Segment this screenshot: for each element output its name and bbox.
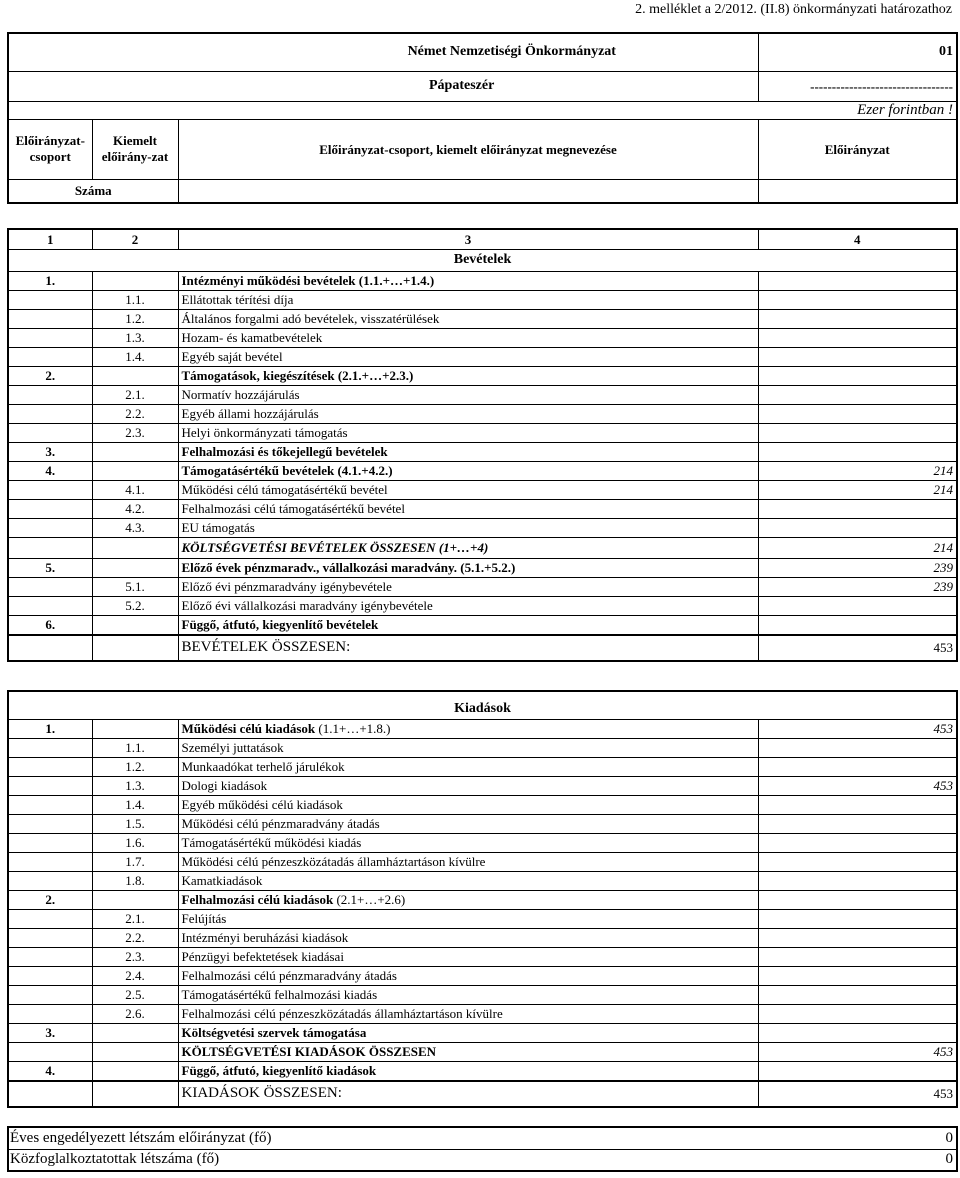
row-group-number: 2. xyxy=(8,890,92,909)
row-label xyxy=(178,852,758,871)
table-row xyxy=(8,871,957,890)
row-sub-number xyxy=(92,537,178,558)
row-value: 453 xyxy=(758,776,957,795)
row-value xyxy=(758,966,957,985)
row-label-bold: Függő, átfutó, kiegyenlítő kiadások xyxy=(181,1063,377,1078)
expense-total-label: KIADÁSOK ÖSSZESEN: xyxy=(178,1081,758,1107)
row-group-number xyxy=(8,833,92,852)
blank-cell xyxy=(92,635,178,661)
row-label: Felhalmozási és tőkejellegű bevételek xyxy=(178,442,758,461)
row-value xyxy=(758,347,957,366)
row-sub-number xyxy=(92,366,178,385)
row-label-text: (1.1+…+1.8.) xyxy=(315,721,391,736)
row-value xyxy=(758,852,957,871)
row-label xyxy=(178,890,758,909)
row-group-number xyxy=(8,518,92,537)
row-sub-number: 1.6. xyxy=(92,833,178,852)
row-value xyxy=(758,518,957,537)
staff-label: Közfoglalkoztatottak létszáma (fő) xyxy=(8,1149,758,1171)
row-value xyxy=(758,738,957,757)
row-sub-number: 2.3. xyxy=(92,423,178,442)
row-sub-number: 5.2. xyxy=(92,596,178,615)
row-group-number xyxy=(8,814,92,833)
row-value xyxy=(758,404,957,423)
row-group-number xyxy=(8,871,92,890)
row-label: KÖLTSÉGVETÉSI BEVÉTELEK ÖSSZESEN (1+…+4) xyxy=(178,537,758,558)
row-label: Helyi önkormányzati támogatás xyxy=(178,423,758,442)
table-row xyxy=(8,537,957,558)
row-sub-number xyxy=(92,615,178,635)
table-row xyxy=(8,271,957,290)
row-group-number xyxy=(8,290,92,309)
row-value: 239 xyxy=(758,558,957,577)
row-group-number: 3. xyxy=(8,442,92,461)
row-label: Ellátottak térítési díja xyxy=(178,290,758,309)
table-row xyxy=(8,1042,957,1061)
row-sub-number: 1.8. xyxy=(92,871,178,890)
table-row xyxy=(8,385,957,404)
row-label-text: Felhalmozási célú pénzeszközátadás államháztartáson kívülre xyxy=(181,1006,503,1021)
row-sub-number xyxy=(92,1061,178,1081)
table-row xyxy=(8,461,957,480)
table-row xyxy=(8,442,957,461)
table-row xyxy=(8,947,957,966)
row-label: Működési célú támogatásértékű bevétel xyxy=(178,480,758,499)
row-sub-number: 2.4. xyxy=(92,966,178,985)
row-group-number xyxy=(8,423,92,442)
row-value xyxy=(758,271,957,290)
table-row xyxy=(8,366,957,385)
row-value: 214 xyxy=(758,480,957,499)
row-label-text: KÖLTSÉGVETÉSI KIADÁSOK ÖSSZESEN xyxy=(181,1044,437,1059)
row-label-text: Dologi kiadások xyxy=(181,778,268,793)
row-sub-number: 5.1. xyxy=(92,577,178,596)
staff-row xyxy=(8,1149,957,1171)
row-value: 214 xyxy=(758,461,957,480)
row-label-text: Támogatásértékű működési kiadás xyxy=(181,835,362,850)
row-value xyxy=(758,423,957,442)
row-group-number xyxy=(8,537,92,558)
row-label xyxy=(178,719,758,738)
row-group-number xyxy=(8,309,92,328)
staff-label: Éves engedélyezett létszám előirányzat (fő) xyxy=(8,1127,758,1149)
row-value xyxy=(758,1004,957,1023)
table-row xyxy=(8,499,957,518)
row-value xyxy=(758,499,957,518)
row-group-number xyxy=(8,947,92,966)
row-label-text: Felújítás xyxy=(181,911,227,926)
table-row xyxy=(8,1004,957,1023)
table-row xyxy=(8,1023,957,1042)
row-label-text: Működési célú pénzeszközátadás államháztartáson kívülre xyxy=(181,854,486,869)
row-group-number xyxy=(8,928,92,947)
blank-cell xyxy=(92,1081,178,1107)
row-sub-number xyxy=(92,890,178,909)
row-group-number xyxy=(8,1042,92,1061)
row-value xyxy=(758,871,957,890)
row-value xyxy=(758,928,957,947)
row-sub-number xyxy=(92,442,178,461)
row-label: Felhalmozási célú támogatásértékű bevétel xyxy=(178,499,758,518)
col-kiemelt-label: Kiemelt előirány-zat xyxy=(101,132,169,164)
row-value xyxy=(758,385,957,404)
col-name-header: Előirányzat-csoport, kiemelt előirányzat megnevezése xyxy=(178,119,758,179)
row-sub-number: 4.3. xyxy=(92,518,178,537)
table-row xyxy=(8,404,957,423)
table-row xyxy=(8,966,957,985)
income-total-row xyxy=(8,635,957,661)
expense-total-value: 453 xyxy=(758,1081,957,1107)
org-name: Német Nemzetiségi Önkormányzat xyxy=(407,44,616,60)
table-row xyxy=(8,290,957,309)
table-row xyxy=(8,738,957,757)
row-label xyxy=(178,1023,758,1042)
row-sub-number: 2.2. xyxy=(92,404,178,423)
row-group-number xyxy=(8,909,92,928)
table-row xyxy=(8,814,957,833)
row-label xyxy=(178,871,758,890)
staff-value: 0 xyxy=(758,1127,957,1149)
row-group-number xyxy=(8,577,92,596)
row-sub-number: 4.2. xyxy=(92,499,178,518)
row-value: 239 xyxy=(758,577,957,596)
row-group-number xyxy=(8,738,92,757)
col-number-3: 3 xyxy=(178,229,758,249)
row-value xyxy=(758,596,957,615)
row-value xyxy=(758,909,957,928)
row-label: Intézményi működési bevételek (1.1.+…+1.4.) xyxy=(178,271,758,290)
row-group-number xyxy=(8,985,92,1004)
row-value xyxy=(758,1061,957,1081)
place-value: --------------------------------- xyxy=(758,71,957,101)
table-row xyxy=(8,719,957,738)
row-sub-number: 2.1. xyxy=(92,385,178,404)
row-value xyxy=(758,290,957,309)
row-label xyxy=(178,757,758,776)
row-group-number xyxy=(8,596,92,615)
row-label xyxy=(178,738,758,757)
row-label-text: Kamatkiadások xyxy=(181,873,263,888)
row-label xyxy=(178,947,758,966)
table-row xyxy=(8,309,957,328)
table-row xyxy=(8,985,957,1004)
table-row xyxy=(8,852,957,871)
row-label xyxy=(178,1004,758,1023)
row-label: Támogatásértékű bevételek (4.1.+4.2.) xyxy=(178,461,758,480)
row-group-number xyxy=(8,852,92,871)
row-sub-number: 1.1. xyxy=(92,290,178,309)
row-sub-number: 1.3. xyxy=(92,328,178,347)
row-group-number xyxy=(8,347,92,366)
row-value xyxy=(758,795,957,814)
row-sub-number: 1.4. xyxy=(92,795,178,814)
table-row xyxy=(8,518,957,537)
col-number-4: 4 xyxy=(758,229,957,249)
row-group-number: 6. xyxy=(8,615,92,635)
expense-total-row xyxy=(8,1081,957,1107)
row-label xyxy=(178,795,758,814)
row-sub-number: 1.7. xyxy=(92,852,178,871)
table-row xyxy=(8,347,957,366)
row-label xyxy=(178,1061,758,1081)
unit-note: Ezer forintban ! xyxy=(8,101,957,119)
row-value xyxy=(758,1023,957,1042)
row-label: Előző évi pénzmaradvány igénybevétele xyxy=(178,577,758,596)
row-label: Hozam- és kamatbevételek xyxy=(178,328,758,347)
row-label xyxy=(178,985,758,1004)
row-group-number: 4. xyxy=(8,461,92,480)
row-sub-number: 2.3. xyxy=(92,947,178,966)
row-sub-number: 1.4. xyxy=(92,347,178,366)
row-sub-number: 4.1. xyxy=(92,480,178,499)
row-value xyxy=(758,833,957,852)
income-table xyxy=(7,228,958,662)
row-label-text: Személyi juttatások xyxy=(181,740,284,755)
row-value xyxy=(758,309,957,328)
table-row xyxy=(8,757,957,776)
szama-label: Száma xyxy=(8,179,178,203)
row-label-text: Pénzügyi befektetések kiadásai xyxy=(181,949,344,964)
row-value: 453 xyxy=(758,1042,957,1061)
row-label xyxy=(178,1042,758,1061)
income-total-value: 453 xyxy=(758,635,957,661)
table-row xyxy=(8,833,957,852)
col-number-1: 1 xyxy=(8,229,92,249)
row-group-number xyxy=(8,404,92,423)
row-sub-number: 1.5. xyxy=(92,814,178,833)
row-group-number xyxy=(8,480,92,499)
row-label: EU támogatás xyxy=(178,518,758,537)
col-group-header xyxy=(8,119,92,179)
row-group-number: 5. xyxy=(8,558,92,577)
attachment-note: 2. melléklet a 2/2012. (II.8) önkormányzati határozathoz xyxy=(635,2,952,17)
col-number-2: 2 xyxy=(92,229,178,249)
row-sub-number xyxy=(92,1023,178,1042)
row-label: Előző évek pénzmaradv., vállalkozási maradvány. (5.1.+5.2.) xyxy=(178,558,758,577)
row-group-number: 3. xyxy=(8,1023,92,1042)
row-label: Általános forgalmi adó bevételek, visszatérülések xyxy=(178,309,758,328)
row-label: Támogatások, kiegészítések (2.1.+…+2.3.) xyxy=(178,366,758,385)
blank-cell xyxy=(8,635,92,661)
table-row xyxy=(8,596,957,615)
income-section-title: Bevételek xyxy=(8,249,957,271)
row-value xyxy=(758,366,957,385)
row-label-bold: Felhalmozási célú kiadások xyxy=(181,892,334,907)
row-sub-number: 1.1. xyxy=(92,738,178,757)
row-value xyxy=(758,328,957,347)
blank-cell xyxy=(8,1081,92,1107)
row-label-text: (2.1+…+2.6) xyxy=(333,892,406,907)
row-value xyxy=(758,442,957,461)
row-group-number xyxy=(8,757,92,776)
table-row xyxy=(8,558,957,577)
row-label: Előző évi vállalkozási maradvány igénybevétele xyxy=(178,596,758,615)
row-sub-number xyxy=(92,461,178,480)
row-label-bold: Működési célú kiadások xyxy=(181,721,316,736)
expense-table xyxy=(7,690,958,1108)
row-label xyxy=(178,776,758,795)
row-group-number: 1. xyxy=(8,719,92,738)
row-group-number xyxy=(8,795,92,814)
table-row xyxy=(8,909,957,928)
table-row xyxy=(8,776,957,795)
row-value: 214 xyxy=(758,537,957,558)
col-kiemelt-header xyxy=(92,119,178,179)
row-group-number xyxy=(8,499,92,518)
table-row xyxy=(8,615,957,635)
row-sub-number: 2.6. xyxy=(92,1004,178,1023)
blank-cell xyxy=(178,179,758,203)
row-label-text: Egyéb működési célú kiadások xyxy=(181,797,343,812)
row-value xyxy=(758,985,957,1004)
table-row xyxy=(8,328,957,347)
table-row xyxy=(8,423,957,442)
row-sub-number xyxy=(92,719,178,738)
row-label: Egyéb állami hozzájárulás xyxy=(178,404,758,423)
row-label: Egyéb saját bevétel xyxy=(178,347,758,366)
row-label xyxy=(178,909,758,928)
row-sub-number: 2.2. xyxy=(92,928,178,947)
table-row xyxy=(8,480,957,499)
row-sub-number xyxy=(92,1042,178,1061)
row-sub-number: 1.3. xyxy=(92,776,178,795)
staff-value: 0 xyxy=(758,1149,957,1171)
table-row xyxy=(8,890,957,909)
row-label xyxy=(178,928,758,947)
row-label: Normatív hozzájárulás xyxy=(178,385,758,404)
row-sub-number: 2.5. xyxy=(92,985,178,1004)
table-row xyxy=(8,1061,957,1081)
row-sub-number xyxy=(92,271,178,290)
row-label-text: Működési célú pénzmaradvány átadás xyxy=(181,816,380,831)
row-value: 453 xyxy=(758,719,957,738)
place-name: Pápateszér xyxy=(8,71,758,101)
table-row xyxy=(8,577,957,596)
row-label-text: Támogatásértékű felhalmozási kiadás xyxy=(181,987,378,1002)
row-label xyxy=(178,833,758,852)
col-value-header: Előirányzat xyxy=(758,119,957,179)
row-group-number: 2. xyxy=(8,366,92,385)
staff-table xyxy=(7,1126,958,1172)
row-label xyxy=(178,814,758,833)
row-sub-number: 1.2. xyxy=(92,309,178,328)
row-sub-number xyxy=(92,558,178,577)
org-code: 01 xyxy=(758,33,957,71)
expense-section-title: Kiadások xyxy=(8,691,957,719)
row-label-text: Felhalmozási célú pénzmaradvány átadás xyxy=(181,968,397,983)
row-value xyxy=(758,814,957,833)
row-group-number xyxy=(8,966,92,985)
row-value xyxy=(758,757,957,776)
row-group-number xyxy=(8,385,92,404)
table-row xyxy=(8,795,957,814)
row-group-number xyxy=(8,328,92,347)
row-sub-number: 2.1. xyxy=(92,909,178,928)
staff-row xyxy=(8,1127,957,1149)
row-label xyxy=(178,966,758,985)
row-label-bold: Költségvetési szervek támogatása xyxy=(181,1025,367,1040)
header-table xyxy=(7,32,958,204)
row-label: Függő, átfutó, kiegyenlítő bevételek xyxy=(178,615,758,635)
row-value xyxy=(758,890,957,909)
blank-cell xyxy=(758,179,957,203)
row-group-number: 1. xyxy=(8,271,92,290)
row-value xyxy=(758,947,957,966)
income-total-label: BEVÉTELEK ÖSSZESEN: xyxy=(178,635,758,661)
col-group-label: Előirányzat-csoport xyxy=(15,132,85,164)
row-group-number xyxy=(8,1004,92,1023)
row-label-text: Munkaadókat terhelő járulékok xyxy=(181,759,345,774)
row-group-number xyxy=(8,776,92,795)
row-sub-number: 1.2. xyxy=(92,757,178,776)
row-group-number: 4. xyxy=(8,1061,92,1081)
table-row xyxy=(8,928,957,947)
row-label-text: Intézményi beruházási kiadások xyxy=(181,930,349,945)
row-value xyxy=(758,615,957,635)
